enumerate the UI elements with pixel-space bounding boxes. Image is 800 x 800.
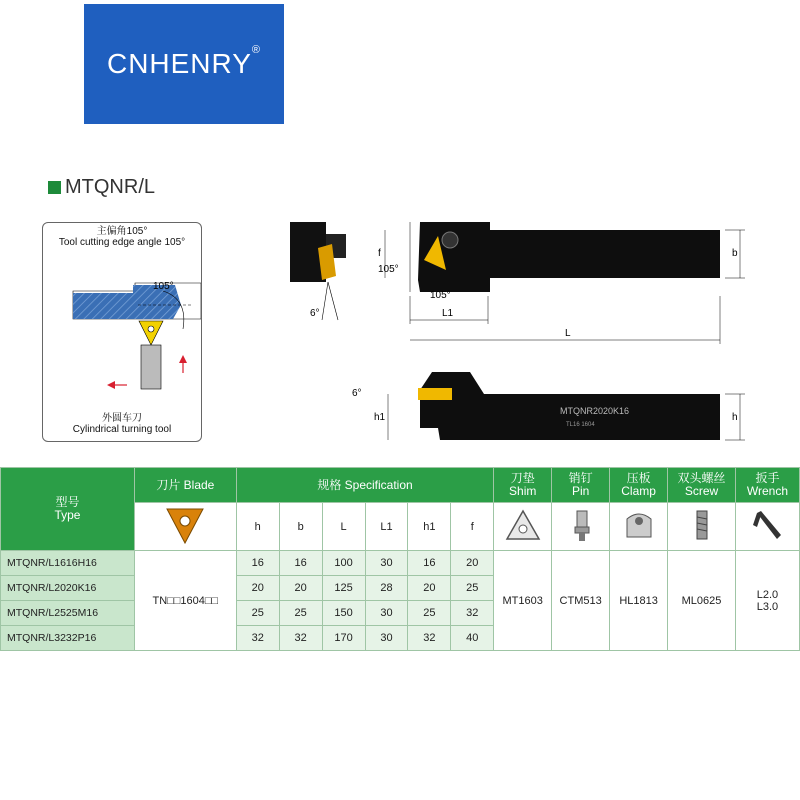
dim-L1: L1 [442, 308, 454, 319]
shim-value: MT1603 [494, 551, 552, 651]
pin-icon-cell [552, 503, 610, 551]
row-type: MTQNR/L3232P16 [1, 626, 135, 651]
brand-logo [84, 4, 284, 124]
clamp-icon [619, 507, 659, 543]
shim-icon-cell [494, 503, 552, 551]
panel-top-en: Tool cutting edge angle 105° [58, 237, 186, 248]
hex-wrench-icon [747, 507, 787, 543]
pin-header: 销钉 Pin [552, 468, 610, 503]
brand-name: CNHENRY® [106, 44, 262, 79]
screw-icon [682, 507, 722, 543]
cell-value: 25 [408, 601, 451, 626]
dim-b: b [732, 248, 738, 259]
dim-h1: h1 [374, 412, 386, 423]
cell-value: 40 [451, 626, 494, 651]
cell-value: 32 [451, 601, 494, 626]
spec-col-L: L [322, 503, 365, 551]
cell-value: 28 [365, 576, 408, 601]
cell-value: 20 [236, 576, 279, 601]
triangle-insert-icon [163, 505, 207, 545]
row-type: MTQNR/L1616H16 [1, 551, 135, 576]
pin-value: CTM513 [552, 551, 610, 651]
row-type: MTQNR/L2525M16 [1, 601, 135, 626]
cell-value: 25 [279, 601, 322, 626]
technical-drawing [270, 200, 790, 450]
cell-value: 30 [365, 551, 408, 576]
angle-diagram [43, 249, 201, 411]
cell-value: 32 [408, 626, 451, 651]
wrench-header: 扳手 Wrench [735, 468, 799, 503]
row-type: MTQNR/L2020K16 [1, 576, 135, 601]
cell-value: 125 [322, 576, 365, 601]
cell-value: 100 [322, 551, 365, 576]
spec-col-h1: h1 [408, 503, 451, 551]
side-view-engraving: MTQNR2020K16 [560, 406, 630, 416]
dim-f: f [378, 248, 381, 259]
spec-table [0, 467, 800, 651]
clamp-value: HL1813 [610, 551, 668, 651]
end-view-angle: 6° [310, 308, 320, 319]
title-bullet-icon [48, 181, 61, 194]
angle-panel [42, 222, 202, 442]
top-view-angle-tip: 105° [430, 290, 451, 301]
spec-col-L1: L1 [365, 503, 408, 551]
side-view-engraving-small: TL16 1604 [566, 422, 595, 428]
cell-value: 20 [279, 576, 322, 601]
spec-header: 规格 Specification [236, 468, 493, 503]
cell-value: 150 [322, 601, 365, 626]
top-view-angle-main: 105° [378, 264, 399, 275]
cell-value: 32 [236, 626, 279, 651]
clamp-icon-cell [610, 503, 668, 551]
dim-h: h [732, 412, 738, 423]
side-view-angle: 6° [352, 388, 362, 399]
table-row [1, 551, 800, 576]
cell-value: 16 [408, 551, 451, 576]
spec-col-b: b [279, 503, 322, 551]
screw-header: 双头螺丝 Screw [668, 468, 736, 503]
cell-value: 25 [451, 576, 494, 601]
top-view-body [418, 222, 720, 292]
screw-icon-cell [668, 503, 736, 551]
panel-bottom-en: Cylindrical turning tool [72, 424, 172, 435]
screw-value: ML0625 [668, 551, 736, 651]
cell-value: 30 [365, 626, 408, 651]
cell-value: 20 [451, 551, 494, 576]
panel-bottom-cn: 外圆车刀 [102, 413, 142, 424]
blade-icon-cell [134, 503, 236, 551]
cell-value: 170 [322, 626, 365, 651]
blade-header: 刀片 Blade [134, 468, 236, 503]
model-title [48, 176, 155, 199]
shim-icon [503, 507, 543, 543]
cell-value: 25 [236, 601, 279, 626]
wrench-icon-cell [735, 503, 799, 551]
panel-top-cn: 主偏角105° [96, 226, 148, 237]
cell-value: 20 [408, 576, 451, 601]
cell-value: 32 [279, 626, 322, 651]
spec-col-f: f [451, 503, 494, 551]
cell-value: 16 [236, 551, 279, 576]
side-view-insert [418, 388, 452, 400]
dim-L: L [565, 328, 571, 339]
cell-value: 30 [365, 601, 408, 626]
spec-col-h: h [236, 503, 279, 551]
pin-icon [561, 507, 601, 543]
type-header: 型号 Type [1, 468, 135, 551]
model-title-text: MTQNR/L [65, 176, 155, 198]
wrench-value: L2.0 L3.0 [735, 551, 799, 651]
blade-value: TN□□1604□□ [134, 551, 236, 651]
cell-value: 16 [279, 551, 322, 576]
panel-angle-label: 105° [153, 281, 174, 292]
shim-header: 刀垫 Shim [494, 468, 552, 503]
clamp-header: 压板 Clamp [610, 468, 668, 503]
